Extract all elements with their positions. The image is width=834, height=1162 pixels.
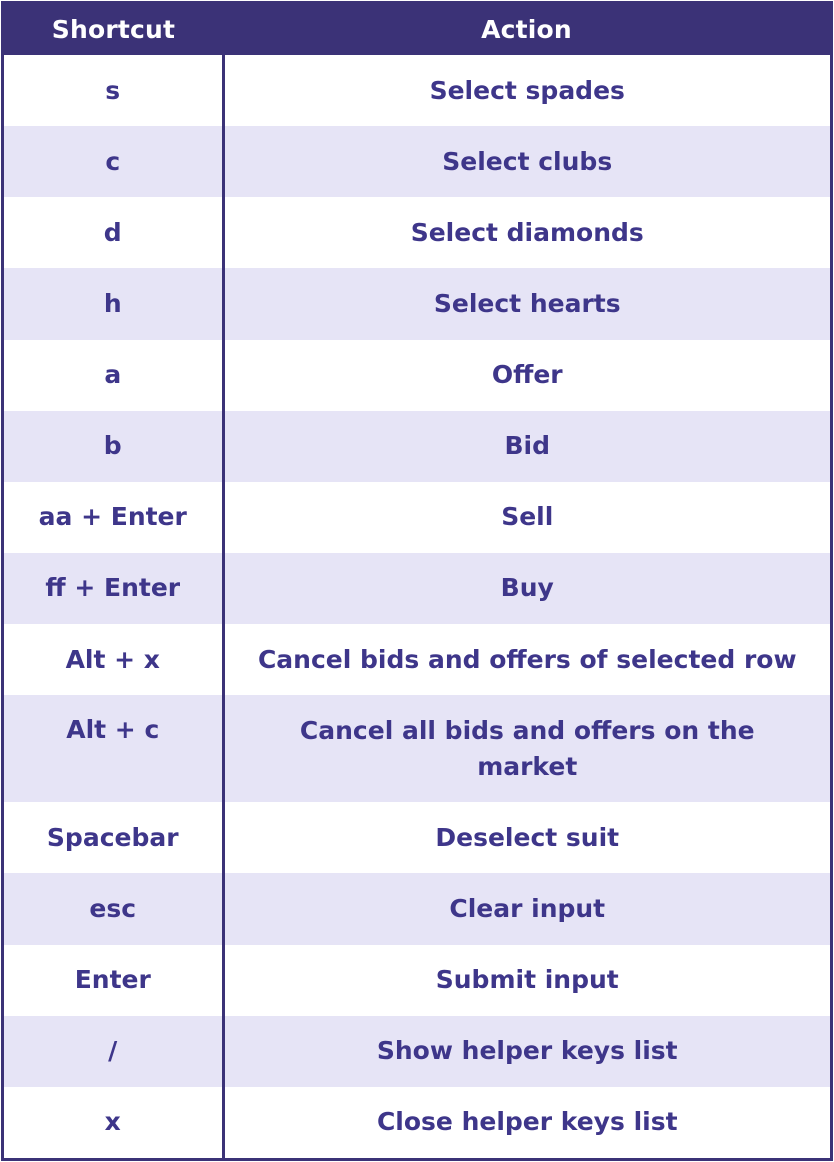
- action-cell: Sell: [223, 482, 830, 553]
- shortcut-cell: b: [4, 411, 223, 482]
- shortcut-cell: d: [4, 197, 223, 268]
- table-row: [4, 411, 830, 482]
- action-cell: Select diamonds: [223, 197, 830, 268]
- table-row: [4, 268, 830, 339]
- table-row: [4, 1087, 830, 1158]
- action-cell: Close helper keys list: [223, 1087, 830, 1158]
- shortcut-cell: aa + Enter: [4, 482, 223, 553]
- shortcut-cell: a: [4, 340, 223, 411]
- action-cell: Bid: [223, 411, 830, 482]
- shortcut-cell: x: [4, 1087, 223, 1158]
- shortcut-cell: esc: [4, 873, 223, 944]
- helper-keys-table: [1, 1, 833, 1161]
- action-cell: Buy: [223, 553, 830, 624]
- action-cell: Clear input: [223, 873, 830, 944]
- table-row: [4, 553, 830, 624]
- action-cell: Cancel all bids and offers on the market: [223, 695, 830, 802]
- table-row: [4, 945, 830, 1016]
- action-cell: Select clubs: [223, 126, 830, 197]
- table-row: [4, 55, 830, 126]
- action-cell: Deselect suit: [223, 802, 830, 873]
- table-row: [4, 197, 830, 268]
- action-cell: Select spades: [223, 55, 830, 126]
- shortcut-cell: h: [4, 268, 223, 339]
- shortcut-cell: Enter: [4, 945, 223, 1016]
- table-row: [4, 126, 830, 197]
- action-cell: Select hearts: [223, 268, 830, 339]
- shortcuts-table: [4, 4, 830, 1158]
- table-row: [4, 1016, 830, 1087]
- shortcut-cell: Alt + x: [4, 624, 223, 695]
- shortcut-cell: ff + Enter: [4, 553, 223, 624]
- table-row: [4, 695, 830, 802]
- shortcut-cell: c: [4, 126, 223, 197]
- shortcut-cell: s: [4, 55, 223, 126]
- action-cell: Submit input: [223, 945, 830, 1016]
- shortcut-cell: /: [4, 1016, 223, 1087]
- action-cell: Show helper keys list: [223, 1016, 830, 1087]
- table-row: [4, 873, 830, 944]
- action-cell: Offer: [223, 340, 830, 411]
- action-cell: Cancel bids and offers of selected row: [223, 624, 830, 695]
- shortcut-cell: Alt + c: [4, 695, 223, 802]
- column-header-action: Action: [223, 4, 830, 55]
- table-row: [4, 802, 830, 873]
- shortcut-cell: Spacebar: [4, 802, 223, 873]
- column-header-shortcut: Shortcut: [4, 4, 223, 55]
- table-row: [4, 340, 830, 411]
- table-row: [4, 482, 830, 553]
- table-row: [4, 624, 830, 695]
- table-header-row: [4, 4, 830, 55]
